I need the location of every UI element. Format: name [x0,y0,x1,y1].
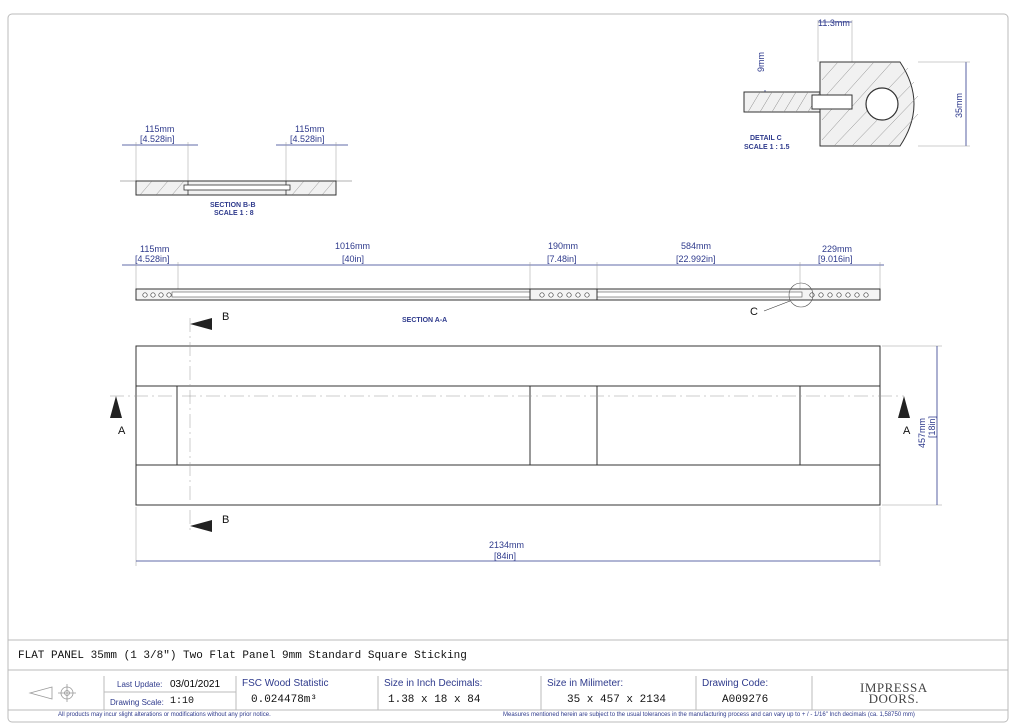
marker-b-top: B [222,311,230,323]
detail-c-dim-right: 35mm [954,92,964,118]
drawing-scale-label: Drawing Scale: [110,698,164,707]
footer-left: All products may incur slight alterations or modifications without any prior notice. [58,712,271,718]
width-mm: 2134mm [489,540,525,550]
bb-dim1-mm: 115mm [145,124,175,134]
section-bb [120,124,352,217]
aa-dim1-in: [4.528in] [135,254,170,264]
height-in: [18in] [927,415,937,438]
title-line: FLAT PANEL 35mm (1 3/8") Two Flat Panel 9mm Standard Square Sticking [18,650,467,662]
aa-dim4-in: [22.992in] [676,254,716,264]
aa-dim2-mm: 1016mm [335,241,371,251]
aa-callout-c: C [750,306,758,318]
marker-a-left: A [118,425,126,437]
aa-dim5-in: [9.016in] [818,254,853,264]
bb-label: SECTION B-B [210,202,256,209]
height-mm: 457mm [917,417,927,448]
detail-c-label: DETAIL C [750,135,782,142]
section-aa [122,241,884,324]
aa-dim3-in: [7.48in] [547,254,577,264]
aa-label: SECTION A-A [402,317,448,324]
aa-dim5-mm: 229mm [822,244,853,254]
logo-line2: DOORS. [868,691,919,706]
bb-dim2-mm: 115mm [295,124,325,134]
last-update-label: Last Update: [117,680,163,689]
door-elevation [110,311,942,566]
bb-dim1-in: [4.528in] [140,134,175,144]
marker-a-right: A [903,425,911,437]
inch-value: 1.38 x 18 x 84 [388,694,481,706]
aa-dim4-mm: 584mm [681,241,712,251]
logo-line1: IMPRESSA [860,680,928,695]
detail-c-scale: SCALE 1 : 1.5 [744,144,790,151]
aa-dim2-in: [40in] [342,254,365,264]
detail-c [744,18,970,151]
mm-label: Size in Milimeter: [547,678,624,689]
footer-right: Measures mentioned herein are subject to the usual tolerances in the manufacturing process and can vary up to + / - 1/16" Inch decimals (ca. 1,58750 mm) [503,712,915,718]
bb-dim2-in: [4.528in] [290,134,325,144]
inch-label: Size in Inch Decimals: [384,678,483,689]
code-value: A009276 [722,694,769,706]
width-in: [84in] [494,551,517,561]
bb-scale: SCALE 1 : 8 [214,210,254,217]
detail-c-dim-top: 11.3mm [818,18,850,28]
brand-logo [860,682,928,704]
fsc-label: FSC Wood Statistic [242,678,329,689]
fsc-value: 0.024478m³ [251,694,318,706]
last-update-value: 03/01/2021 [170,679,221,690]
drawing-scale-value: 1:10 [170,696,195,707]
code-label: Drawing Code: [702,678,769,689]
projection-symbol-icon [30,684,76,702]
detail-c-dim-left: 9mm [756,52,766,72]
aa-dim3-mm: 190mm [548,241,579,251]
mm-value: 35 x 457 x 2134 [567,694,667,706]
marker-b-bottom: B [222,514,230,526]
aa-dim1-mm: 115mm [140,244,170,254]
